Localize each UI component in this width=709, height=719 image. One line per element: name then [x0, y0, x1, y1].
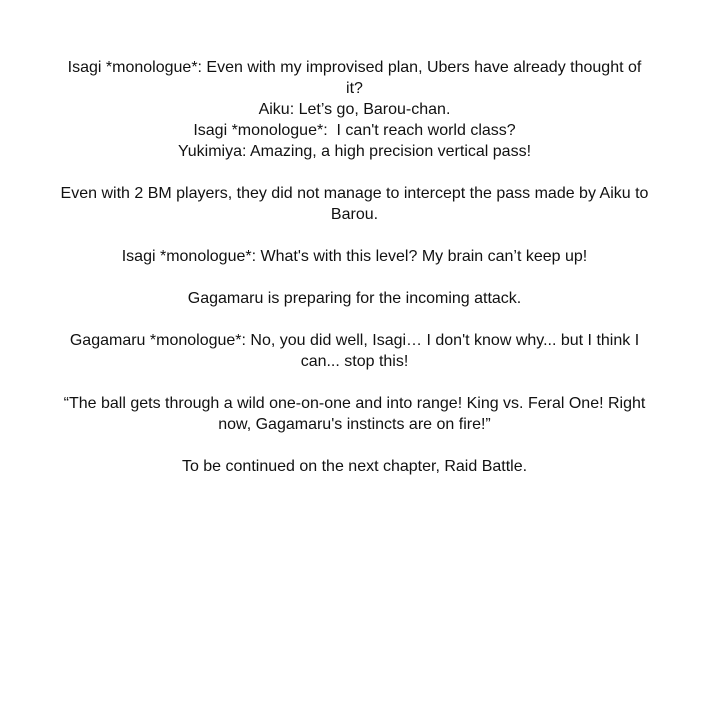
dialogue-line: Gagamaru *monologue*: No, you did well, Isagi… I don't know why... but I think I can... stop this! — [69, 332, 644, 370]
paragraph-narration-gagamaru — [60, 288, 649, 309]
paragraph-isagi-monologue — [60, 246, 649, 267]
dialogue-line: Isagi *monologue*: I can't reach world class? — [193, 122, 516, 139]
narration-line: Even with 2 BM players, they did not manage to intercept the pass made by Aiku to Barou. — [60, 185, 653, 223]
closing-line: To be continued on the next chapter, Raid Battle. — [181, 458, 528, 475]
paragraph-commentary-quote — [60, 393, 649, 435]
dialogue-line: Isagi *monologue*: Even with my improvised plan, Ubers have already thought of it? — [67, 59, 646, 97]
paragraph-narration-pass — [60, 183, 653, 225]
dialogue-line: Isagi *monologue*: What's with this level? My brain can’t keep up! — [121, 248, 588, 265]
dialogue-line: Yukimiya: Amazing, a high precision vertical pass! — [177, 143, 532, 160]
dialogue-line: Aiku: Let’s go, Barou-chan. — [258, 101, 451, 118]
quote-line: “The ball gets through a wild one-on-one and into range! King vs. Feral One! Right now, Gagamaru's instincts are on fire!” — [63, 395, 650, 433]
narration-line: Gagamaru is preparing for the incoming attack. — [187, 290, 522, 307]
paragraph-gagamaru-monologue — [60, 330, 649, 372]
document-body — [60, 57, 653, 477]
paragraph-to-be-continued — [60, 456, 649, 477]
paragraph-dialogue-opening — [60, 57, 649, 162]
